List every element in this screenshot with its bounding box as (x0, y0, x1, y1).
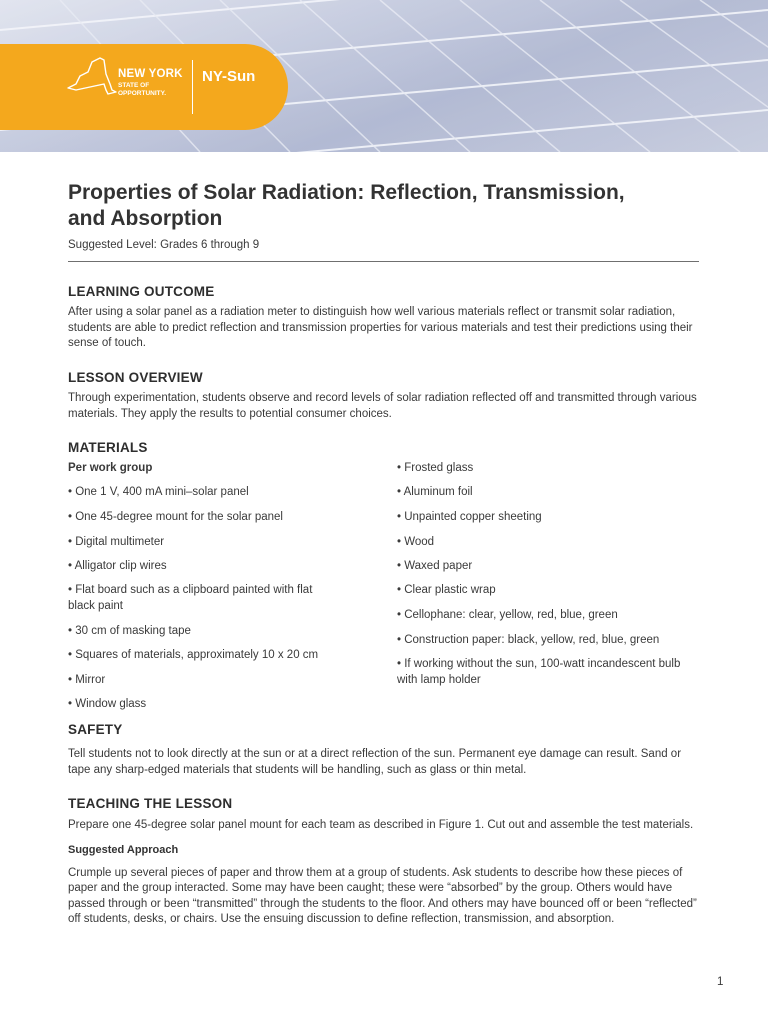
list-item: • Mirror (68, 674, 106, 686)
list-item: • Clear plastic wrap (397, 584, 496, 596)
list-item: • Wood (397, 536, 435, 548)
list-item: • One 1 V, 400 mA mini–solar panel (68, 486, 249, 498)
section-teaching (68, 796, 704, 928)
materials-heading: MATERIALS (68, 440, 148, 455)
page-number: 1 (717, 976, 724, 988)
header-banner (0, 0, 768, 152)
safety-heading: SAFETY (68, 722, 123, 737)
section-lesson-overview (68, 370, 704, 422)
list-item: • 30 cm of masking tape (68, 625, 191, 637)
title-line-1: Properties of Solar Radiation: Reflection, Transmission, (68, 181, 625, 204)
lesson-overview-text: Through experimentation, students observe and record levels of solar radiation reflected off and transmitted through various materials. They apply the results to potential consumer choices. (68, 392, 697, 420)
page-title (68, 180, 704, 232)
section-materials (68, 440, 704, 710)
teaching-heading: TEACHING THE LESSON (68, 796, 233, 811)
lesson-overview-heading: LESSON OVERVIEW (68, 370, 203, 385)
list-item: • Aluminum foil (397, 486, 473, 498)
list-item: • Cellophane: clear, yellow, red, blue, green (397, 609, 618, 621)
logo-divider (192, 60, 193, 114)
suggested-approach-heading: Suggested Approach (68, 843, 179, 856)
list-item: • Unpainted copper sheeting (397, 511, 542, 523)
document-body (68, 180, 704, 925)
materials-subheading: Per work group (68, 462, 153, 474)
list-item: • Window glass (68, 698, 147, 710)
title-divider (68, 261, 699, 262)
list-item: • If working without the sun, 100-watt incandescent bulb with lamp holder (397, 658, 681, 686)
title-line-2: and Absorption (68, 207, 223, 230)
list-item: • Squares of materials, approximately 10 x 20 cm (68, 649, 319, 661)
list-item: • Construction paper: black, yellow, red, blue, green (397, 634, 660, 646)
list-item: • Waxed paper (397, 560, 473, 572)
list-item: • Alligator clip wires (68, 560, 167, 572)
logo-tagline: STATE OF OPPORTUNITY. (118, 82, 167, 97)
list-item: • Flat board such as a clipboard painted with flat black paint (68, 584, 313, 612)
list-item: • Frosted glass (397, 462, 474, 474)
safety-text: Tell students not to look directly at the sun or at a direct reflection of the sun. Permanent eye damage can result. Sand or tape any sharp-edged materials that students will be handling, such as glass or thin metal. (68, 748, 682, 776)
teaching-text: Prepare one 45-degree solar panel mount for each team as described in Figure 1. Cut out and assemble the test materials. (68, 819, 694, 831)
logo-ny-sun: NY-Sun (202, 68, 256, 85)
new-york-state-icon (66, 54, 118, 98)
section-safety (68, 722, 704, 778)
learning-outcome-heading: LEARNING OUTCOME (68, 284, 215, 299)
section-learning-outcome (68, 284, 704, 352)
list-item: • One 45-degree mount for the solar panel (68, 511, 283, 523)
list-item: • Digital multimeter (68, 536, 165, 548)
logo-new-york: NEW YORK (118, 68, 183, 80)
learning-outcome-text: After using a solar panel as a radiation meter to distinguish how well various materials reflect or transmit solar radiation, students are able to predict reflection and transmission properties for various materials and test their predictions using their sense of touch. (68, 306, 693, 349)
suggested-approach-text: Crumple up several pieces of paper and throw them at a group of students. Ask students to describe how these pieces of paper and the group interacted. Some may have been caught; these were “absorbed” by the group. Others would have passed through or been “transmitted” through the students to the floor. And others may have bounced off or been “reflected” off students, desks, or chairs. Use the ensuing discussion to define reflection, transmission, and absorption. (68, 866, 697, 925)
suggested-level: Suggested Level: Grades 6 through 9 (68, 239, 260, 251)
